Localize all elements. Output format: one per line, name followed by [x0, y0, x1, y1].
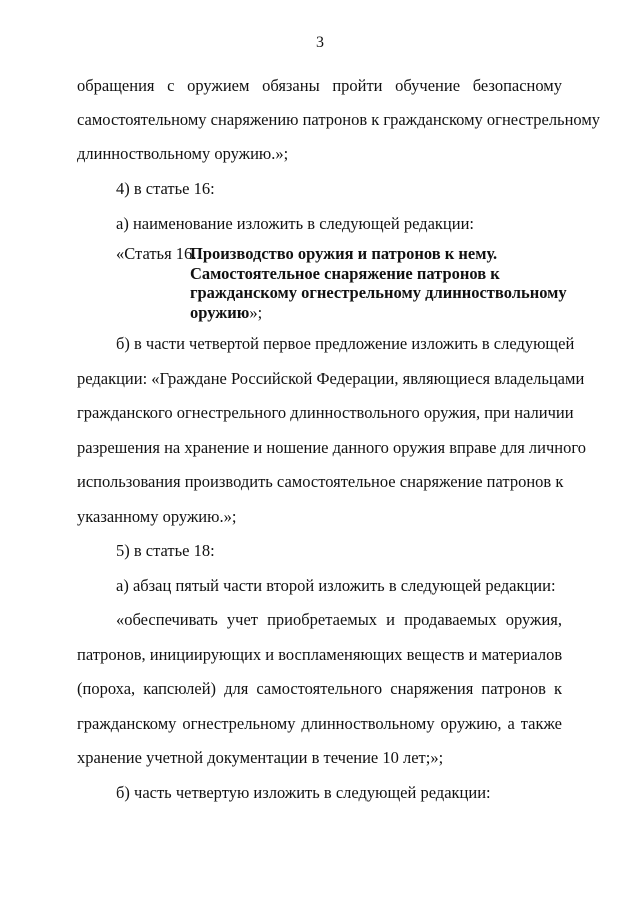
paragraph-line: хранение учетной документации в течение 10 лет;»;: [77, 748, 444, 767]
paragraph-line: «обеспечивать учет приобретаемых и продаваемых оружия,: [116, 610, 562, 629]
paragraph-line: гражданскому огнестрельному длинноствольному оружию, а также: [77, 714, 562, 733]
paragraph-line: самостоятельному снаряжению патронов к гражданскому огнестрельному: [77, 110, 601, 129]
paragraph-line: а) наименование изложить в следующей редакции:: [116, 214, 474, 233]
paragraph-line: (пороха, капсюлей) для самостоятельного снаряжения патронов к: [77, 679, 562, 698]
paragraph-line: 4) в статье 16:: [116, 179, 215, 198]
paragraph-line: разрешения на хранение и ношение данного оружия вправе для личного: [77, 438, 586, 457]
paragraph-line: указанному оружию.»;: [77, 507, 237, 526]
paragraph-line: длинноствольному оружию.»;: [77, 144, 289, 163]
paragraph-line: обращения с оружием обязаны пройти обучение безопасному: [77, 76, 562, 95]
article-title-line: Самостоятельное снаряжение патронов к: [190, 263, 500, 283]
article-title-line: оружию: [190, 302, 250, 322]
article-title-line: Производство оружия и патронов к нему.: [190, 244, 498, 263]
article-title-tail: »;: [249, 302, 263, 322]
paragraph-line: использования производить самостоятельное снаряжение патронов к: [77, 472, 564, 491]
paragraph-line: 5) в статье 18:: [116, 541, 215, 560]
article-title-last-line: [190, 303, 567, 323]
page-number: 3: [316, 34, 324, 51]
article-title: [190, 244, 567, 322]
paragraph-line: б) в части четвертой первое предложение изложить в следующей: [116, 334, 575, 353]
article-title-line: гражданскому огнестрельному длинноствольному: [190, 283, 567, 302]
article-prefix: «Статья 16.: [116, 244, 197, 263]
paragraph-line: редакции: «Граждане Российской Федерации, являющиеся владельцами: [77, 369, 585, 388]
paragraph-line: а) абзац пятый части второй изложить в следующей редакции:: [116, 576, 556, 595]
paragraph-line: гражданского огнестрельного длинноствольного оружия, при наличии: [77, 403, 574, 422]
paragraph-line: патронов, инициирующих и воспламеняющих веществ и материалов: [77, 645, 563, 664]
paragraph-line: б) часть четвертую изложить в следующей редакции:: [116, 783, 491, 802]
